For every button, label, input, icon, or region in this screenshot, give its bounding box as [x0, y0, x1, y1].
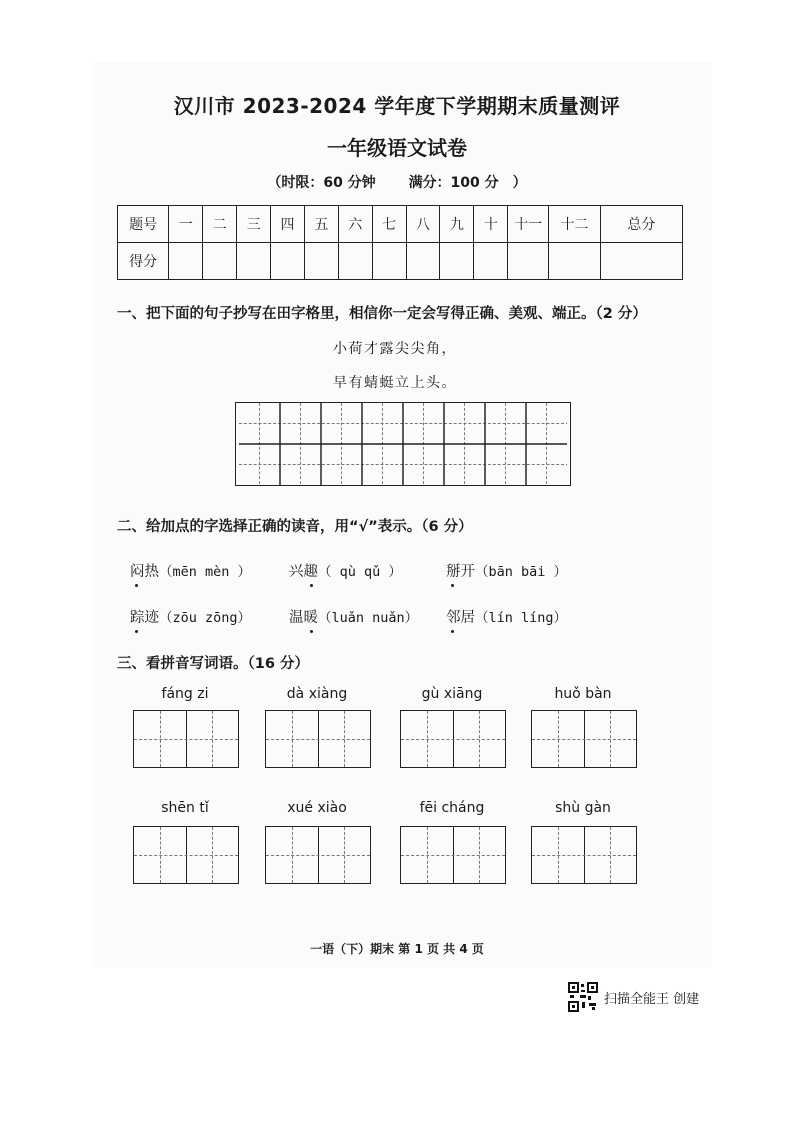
answer-box[interactable] [265, 710, 371, 768]
reading-options: （bān bāi ） [475, 564, 568, 580]
page-footer: 一语（下）期末 第 1 页 共 4 页 [310, 942, 484, 956]
score-cell: 八 [406, 206, 440, 243]
answer-box[interactable] [133, 826, 239, 884]
pinyin-prompt: xué xiào [287, 800, 347, 816]
exam-title: 汉川市 2023-2024 学年度下学期期末质量测评 [173, 94, 621, 118]
score-cell: 六 [338, 206, 372, 243]
answer-box[interactable] [400, 710, 506, 768]
question-1-heading: 一、把下面的句子抄写在田字格里，相信你一定会写得正确、美观、端正。（2 分） [117, 306, 647, 322]
score-header-row [118, 206, 683, 243]
reading-options: （mēn mèn ） [159, 564, 252, 580]
qr-code-icon [568, 982, 598, 1012]
score-cell: 一 [169, 206, 203, 243]
reading-word-text: 兴趣 [289, 564, 318, 580]
reading-word [289, 610, 318, 626]
reading-word [289, 564, 318, 580]
pinyin-prompt: dà xiàng [286, 686, 348, 702]
time-limit: （时限：60 分钟 [267, 175, 376, 191]
score-blank[interactable] [271, 243, 305, 280]
reading-word [130, 564, 159, 580]
reading-word-text: 踪迹 [130, 610, 159, 626]
reading-item[interactable] [130, 560, 251, 581]
emphasis-dot [310, 584, 313, 587]
answer-box[interactable] [265, 826, 371, 884]
pinyin-prompt: shù gàn [555, 800, 611, 816]
score-cell: 九 [440, 206, 474, 243]
scanner-text: 扫描全能王 创建 [604, 991, 700, 1007]
score-blank[interactable] [237, 243, 271, 280]
pinyin-prompt: shēn tǐ [161, 800, 209, 816]
reading-options: （ qù qǔ ） [318, 564, 402, 580]
answer-box[interactable] [531, 826, 637, 884]
score-value-row [118, 243, 683, 280]
score-cell: 二 [203, 206, 237, 243]
question-2-heading: 二、给加点的字选择正确的读音，用“√”表示。（6 分） [117, 519, 473, 535]
score-cell: 题号 [118, 206, 169, 243]
score-blank[interactable] [203, 243, 237, 280]
answer-box[interactable] [400, 826, 506, 884]
score-blank[interactable] [372, 243, 406, 280]
score-cell: 十一 [508, 206, 549, 243]
reading-item[interactable] [130, 606, 251, 627]
score-blank[interactable] [440, 243, 474, 280]
reading-word [130, 610, 159, 626]
score-cell: 总分 [600, 206, 682, 243]
score-cell: 五 [304, 206, 338, 243]
score-cell: 三 [237, 206, 271, 243]
question-3-heading: 三、看拼音写词语。（16 分） [117, 656, 309, 672]
scanner-watermark [568, 982, 699, 1012]
pinyin-prompt: fēi cháng [419, 800, 485, 816]
reading-options: （lín líng） [475, 610, 568, 626]
score-cell: 七 [372, 206, 406, 243]
emphasis-dot [135, 630, 138, 633]
full-marks: 满分：100 分 ） [408, 175, 527, 191]
score-blank[interactable] [508, 243, 549, 280]
answer-box[interactable] [133, 710, 239, 768]
reading-options: （luǎn nuǎn） [318, 610, 419, 626]
reading-word [446, 610, 475, 626]
score-blank[interactable] [600, 243, 682, 280]
reading-item[interactable] [289, 560, 402, 581]
reading-word [446, 564, 475, 580]
tianzige-grid[interactable] [235, 402, 571, 486]
reading-options: （zōu zōng） [159, 610, 252, 626]
exam-subtitle: 一年级语文试卷 [327, 136, 467, 160]
score-cell: 十 [474, 206, 508, 243]
score-blank[interactable] [338, 243, 372, 280]
emphasis-dot [135, 584, 138, 587]
reading-word-text: 闷热 [130, 564, 159, 580]
pinyin-prompt: huǒ bàn [554, 686, 612, 702]
score-blank[interactable] [549, 243, 600, 280]
score-label: 得分 [118, 243, 169, 280]
emphasis-dot [310, 630, 313, 633]
score-blank[interactable] [406, 243, 440, 280]
poem-line-2: 早有蜻蜓立上头。 [333, 375, 457, 391]
score-blank[interactable] [474, 243, 508, 280]
answer-box[interactable] [531, 710, 637, 768]
pinyin-prompt: fáng zi [161, 686, 209, 702]
score-cell: 四 [271, 206, 305, 243]
score-blank[interactable] [169, 243, 203, 280]
reading-word-text: 掰开 [446, 564, 475, 580]
score-table [117, 205, 683, 280]
pinyin-prompt: gù xiāng [421, 686, 483, 702]
score-blank[interactable] [304, 243, 338, 280]
emphasis-dot [451, 584, 454, 587]
poem-line-1: 小荷才露尖尖角， [333, 341, 457, 357]
exam-info [0, 172, 794, 192]
reading-word-text: 温暖 [289, 610, 318, 626]
reading-word-text: 邻居 [446, 610, 475, 626]
emphasis-dot [451, 630, 454, 633]
reading-item[interactable] [289, 606, 418, 627]
reading-item[interactable] [446, 560, 567, 581]
score-cell: 十二 [549, 206, 600, 243]
reading-item[interactable] [446, 606, 567, 627]
